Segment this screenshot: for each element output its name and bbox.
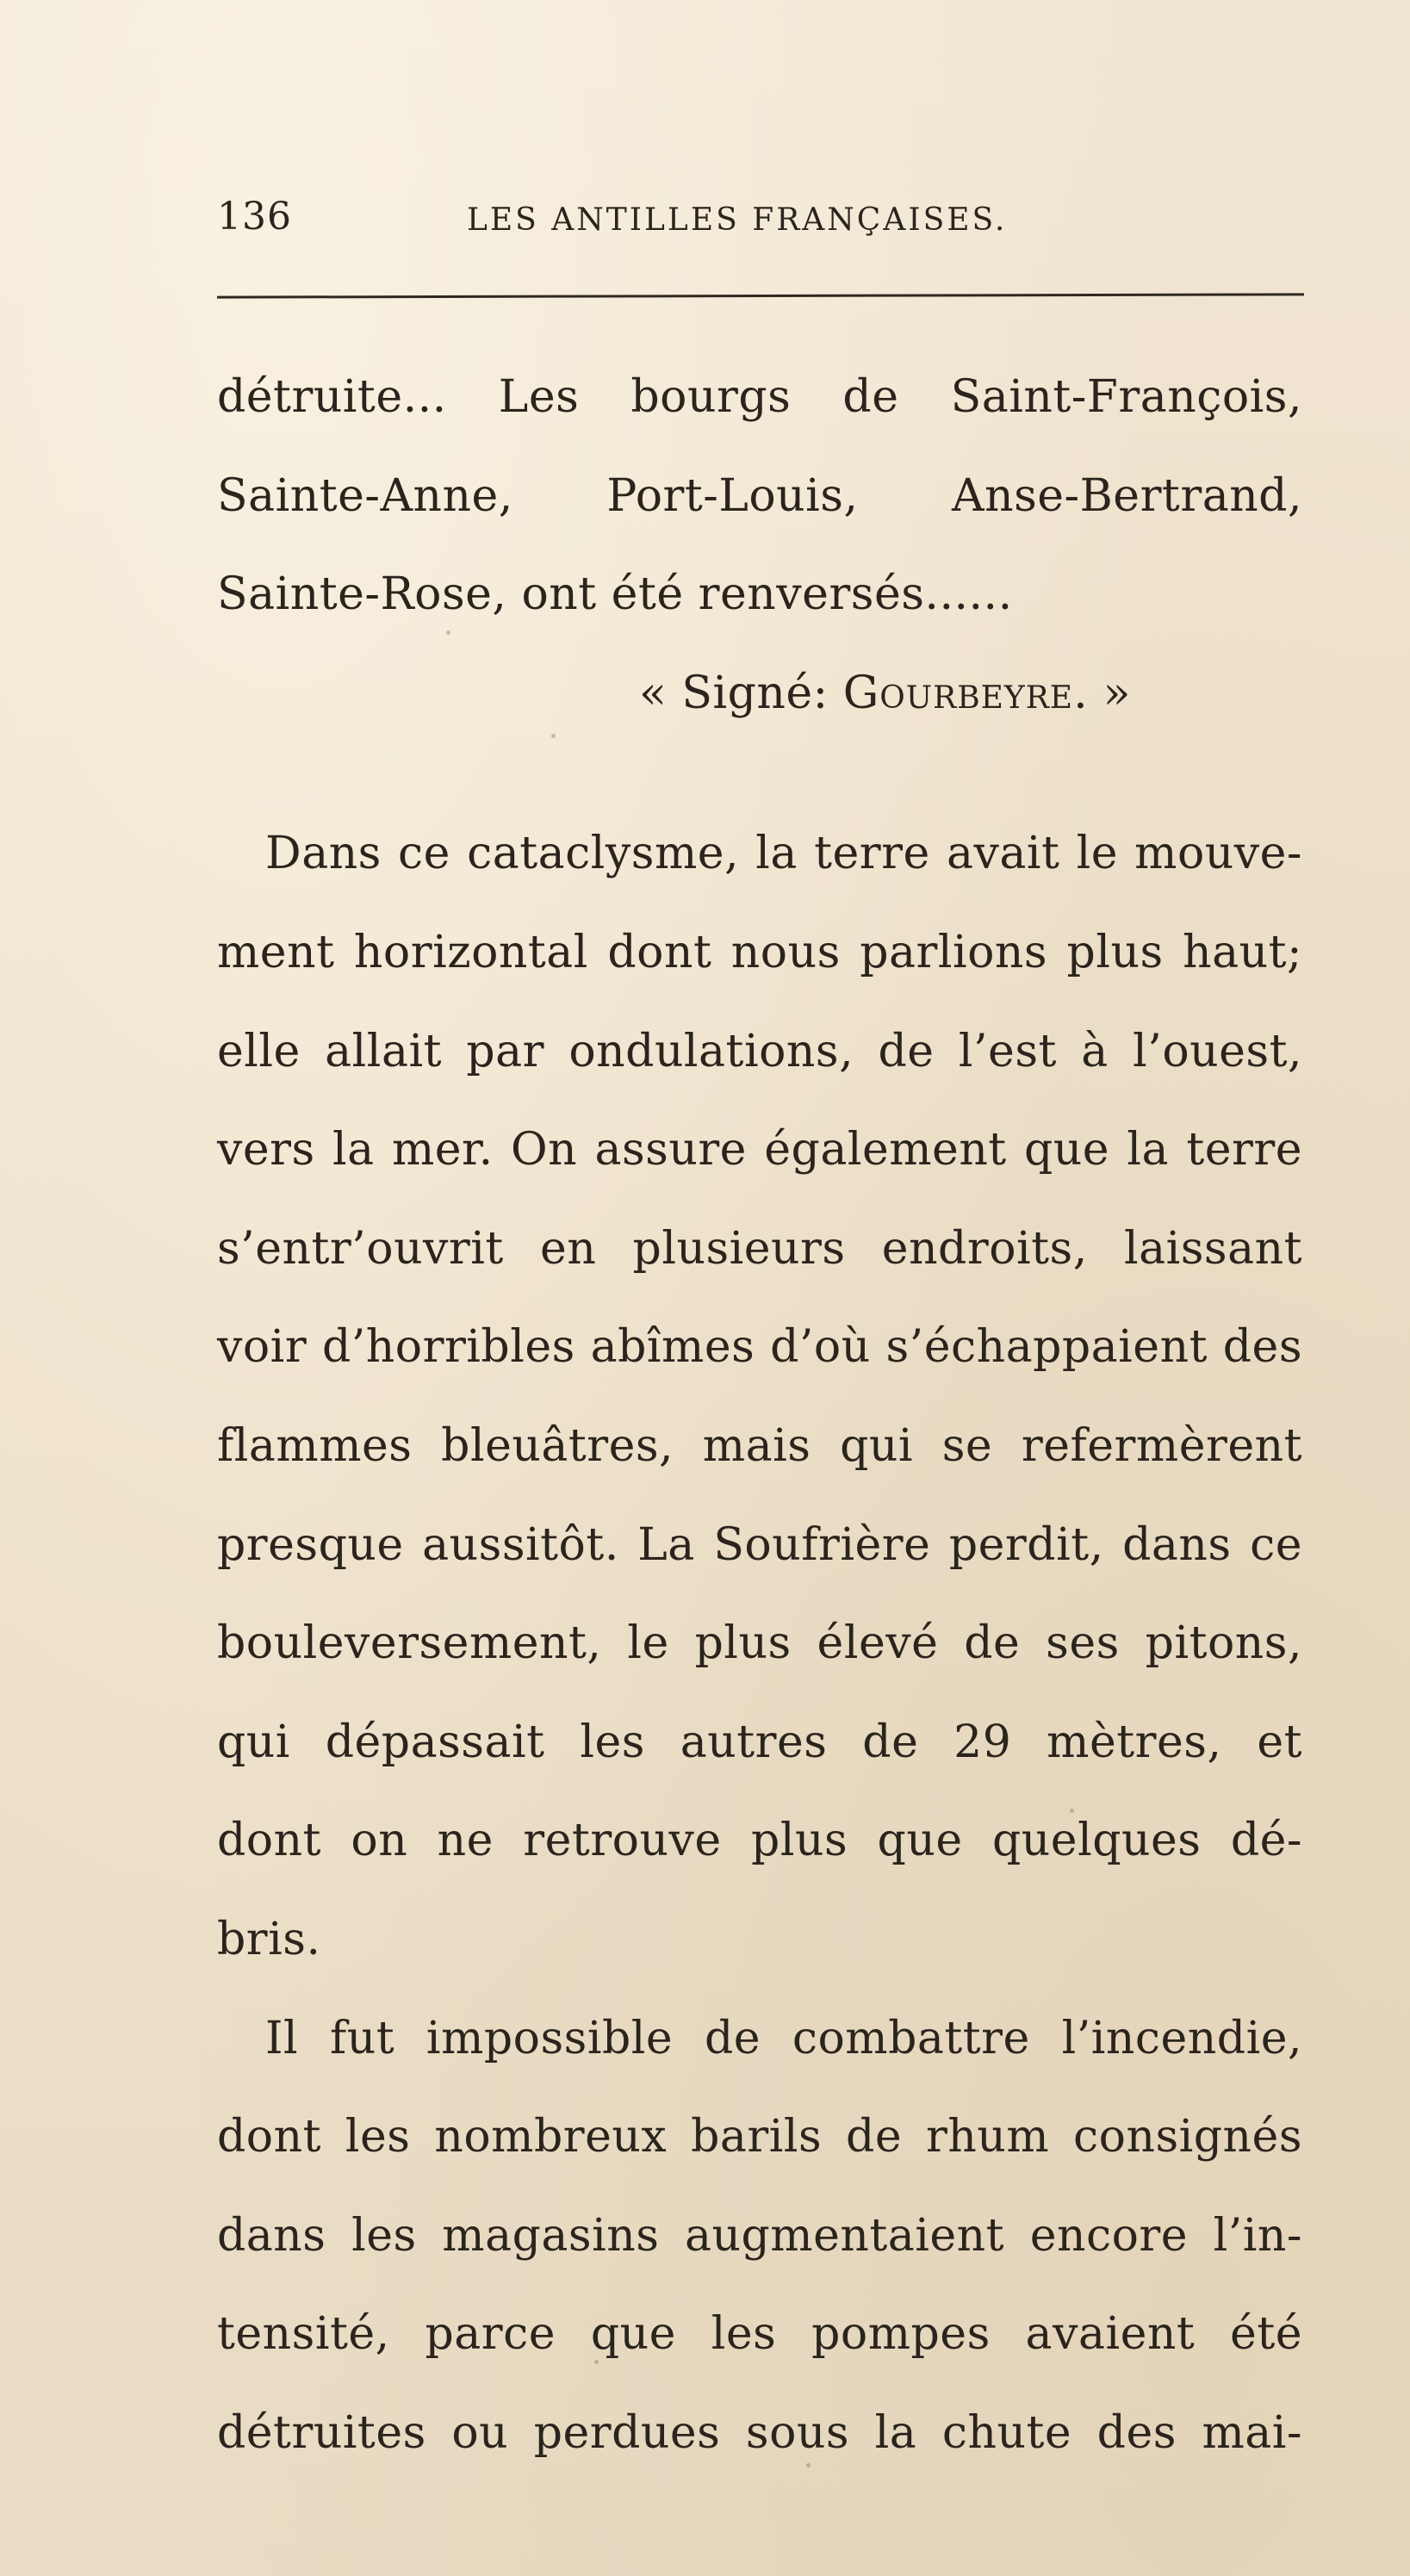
page-number: 136 bbox=[217, 195, 292, 239]
text-line: elle allait par ondulations, de l’est à l’ouest, bbox=[217, 1025, 1302, 1077]
text-line: vers la mer. On assure également que la terre bbox=[217, 1124, 1302, 1176]
text-line: détruite... Les bourgs de Saint-François, bbox=[217, 371, 1302, 423]
text-line: ment horizontal dont nous parlions plus haut; bbox=[217, 926, 1302, 978]
text-line: Sainte-Rose, ont été renversés...... bbox=[217, 568, 1013, 621]
text-line: bouleversement, le plus élevé de ses pitons, bbox=[217, 1617, 1302, 1670]
header-rule bbox=[217, 293, 1304, 298]
signature-prefix: « Signé: bbox=[639, 667, 843, 719]
text-line: presque aussitôt. La Soufrière perdit, dans ce bbox=[217, 1518, 1302, 1571]
text-line: voir d’horribles abîmes d’où s’échappaient des bbox=[217, 1321, 1302, 1374]
paper-speck bbox=[551, 734, 556, 738]
running-head bbox=[217, 191, 1302, 251]
text-line: qui dépassait les autres de 29 mètres, et bbox=[217, 1716, 1302, 1768]
paragraph-gap bbox=[217, 742, 1302, 804]
text-line: dont on ne retrouve plus que quelques dé- bbox=[217, 1815, 1302, 1867]
text-line: flammes bleuâtres, mais qui se refermèrent bbox=[217, 1419, 1302, 1472]
paper-speck bbox=[806, 2463, 811, 2467]
text-line: dont les nombreux barils de rhum consignés bbox=[217, 2111, 1302, 2163]
text-line: dans les magasins augmentaient encore l’in- bbox=[217, 2209, 1302, 2262]
signature-name: Gourbeyre. bbox=[842, 667, 1089, 719]
text-line: Sainte-Anne, Port-Louis, Anse-Bertrand, bbox=[217, 469, 1302, 522]
paper-speck bbox=[594, 2360, 599, 2364]
text-line: s’entr’ouvrit en plusieurs endroits, laissant bbox=[217, 1222, 1302, 1275]
text-line: détruites ou perdues sous la chute des mai- bbox=[217, 2406, 1302, 2459]
paragraph-first-line: Il fut impossible de combattre l’incendie, bbox=[265, 2012, 1302, 2064]
paper-speck bbox=[446, 630, 450, 635]
text-body bbox=[217, 348, 1302, 2482]
paragraph-first-line: Dans ce cataclysme, la terre avait le mouve- bbox=[265, 828, 1302, 880]
signature-line bbox=[217, 644, 1302, 743]
running-title: LES ANTILLES FRANÇAISES. bbox=[467, 202, 1008, 238]
signature-suffix: » bbox=[1088, 667, 1131, 719]
paper-speck bbox=[1070, 1809, 1074, 1813]
text-line: tensité, parce que les pompes avaient été bbox=[217, 2308, 1302, 2361]
text-line: bris. bbox=[217, 1913, 321, 1965]
